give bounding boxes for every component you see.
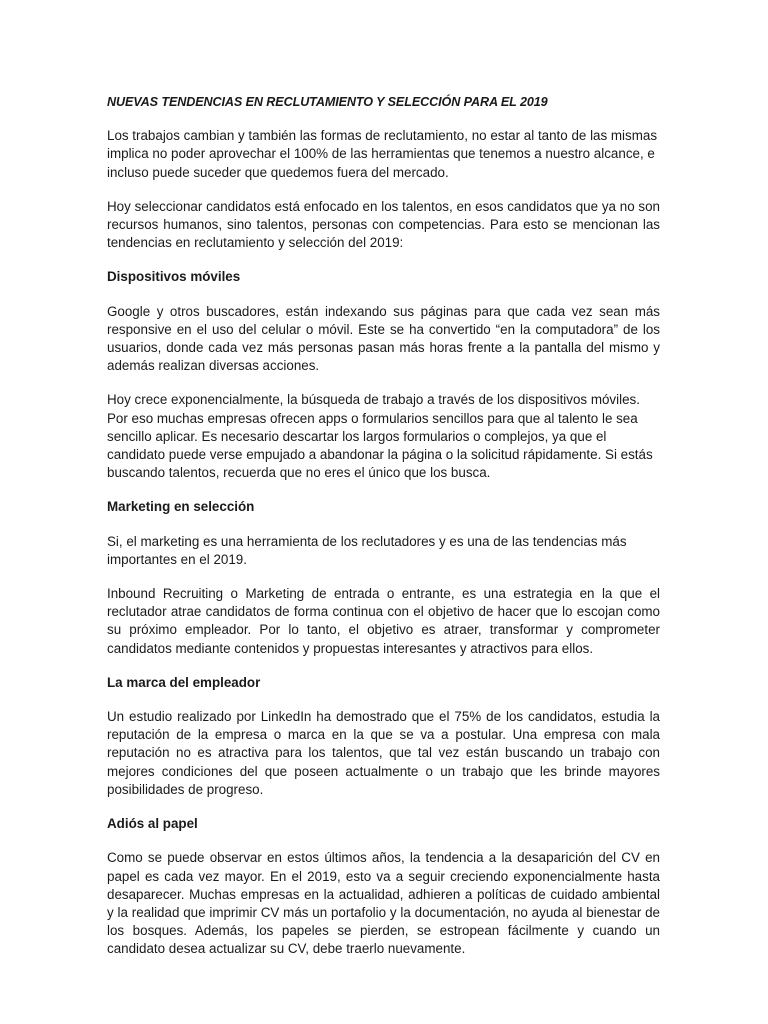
intro-paragraph-1: Los trabajos cambian y también las formas de reclutamiento, no estar al tanto de las mismas implica no poder aprovechar el 100% de las herramientas que tenemos a nuestro alcance, e incluso puede suceder que quedemos fuera del mercado. (107, 128, 658, 180)
intro-paragraph-2: Hoy seleccionar candidatos está enfocado en los talentos, en esos candidatos que ya no son recursos humanos, sino talentos, personas con competencias. Para esto se mencionan las tendencias en reclutamiento y selección del 2019: (107, 198, 660, 251)
document-body (107, 93, 660, 975)
section-heading-adios-papel: Adiós al papel (107, 816, 198, 832)
section-dispositivos-paragraph-1: Google y otros buscadores, están indexando sus páginas para que cada vez sean más responsive en el uso del celular o móvil. Este se ha convertido “en la computadora” de los usuarios, donde cada vez más personas pasan más horas frente a la pantalla del mismo y además realizan diversas acciones. (107, 303, 660, 374)
document-title: NUEVAS TENDENCIAS EN RECLUTAMIENTO Y SELECCIÓN PARA EL 2019 (107, 95, 548, 109)
section-heading-marketing-seleccion: Marketing en selección (107, 499, 255, 515)
section-papel-paragraph-1: Como se puede observar en estos últimos años, la tendencia a la desaparición del CV en papel es cada vez mayor. En el 2019, esto va a seguir creciendo exponencialmente hasta desaparecer. Muchas empresas en la actualidad, adhieren a políticas de cuidado ambiental y la realidad que imprimir CV más un portafolio y la documentación, no ayuda al bienestar de los bosques. Además, los papeles se pierden, se estropean fácilmente y cuando un candidato desea actualizar su CV, debe traerlo nuevamente. (107, 850, 660, 957)
section-marketing-paragraph-1: Si, el marketing es una herramienta de los reclutadores y es una de las tendencias más importantes en el 2019. (107, 533, 627, 567)
section-dispositivos-paragraph-2: Hoy crece exponencialmente, la búsqueda de trabajo a través de los dispositivos móviles. Por eso muchas empresas ofrecen apps o formularios sencillos para que al talento le sea sencillo aplicar. Es necesario descartar los largos formularios o complejos, ya que el candidato puede verse empujado a abandonar la página o la solicitud rápidamente. Si estás buscando talentos, recuerda que no eres el único que los busca. (107, 392, 653, 481)
section-marketing-paragraph-2: Inbound Recruiting o Marketing de entrada o entrante, es una estrategia en la que el reclutador atrae candidatos de forma continua con el objetivo de hacer que lo escojan como su próximo empleador. Por lo tanto, el objetivo es atraer, transformar y comprometer candidatos mediante contenidos y propuestas interesantes y atractivos para ellos. (107, 586, 660, 656)
section-heading-marca-empleador: La marca del empleador (107, 674, 261, 690)
section-heading-dispositivos-moviles: Dispositivos móviles (107, 269, 241, 285)
section-marca-paragraph-1: Un estudio realizado por LinkedIn ha demostrado que el 75% de los candidatos, estudia la reputación de la empresa o marca en la que se va a postular. Una empresa con mala reputación no es atractiva para los talentos, que tal vez están buscando un trabajo con mejores condiciones del que poseen actualmente o un trabajo que les brinde mayores posibilidades de progreso. (107, 709, 660, 797)
